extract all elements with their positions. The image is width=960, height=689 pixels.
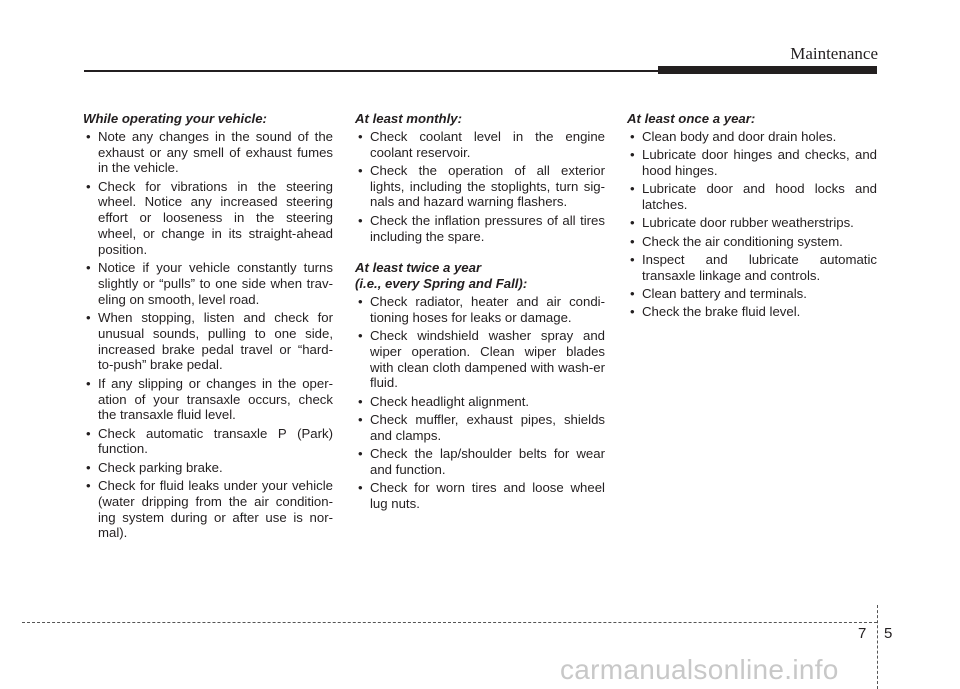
header-rule-thick xyxy=(658,66,877,74)
list-item: • Check for fluid leaks under your vehicle (water dripping from the air condition-ing system during or after use is nor-mal). xyxy=(86,478,333,541)
checklist-monthly xyxy=(355,129,605,245)
header-rule-thin xyxy=(84,70,658,72)
list-item: • Check the inflation pressures of all tires including the spare. xyxy=(358,212,605,244)
list-item: • Check parking brake. xyxy=(86,459,223,475)
list-item: • Check for vibrations in the steering wheel. Notice any increased steering effort or looseness in the steering wheel, or change in its straight-ahead position. xyxy=(86,178,333,257)
list-item: • Check windshield washer spray and wiper operation. Clean wiper blades with clean cloth dampened with wash-er fluid. xyxy=(358,328,605,391)
section-heading-yearly: At least once a year: xyxy=(627,111,756,126)
list-item: • Clean battery and terminals. xyxy=(630,285,807,301)
footer-dashed-divider xyxy=(877,605,878,689)
list-item: • If any slipping or changes in the oper-ation of your transaxle occurs, check the transaxle fluid level. xyxy=(86,375,333,423)
checklist-operating xyxy=(83,129,333,541)
watermark-text: carmanualsonline.info xyxy=(560,654,839,685)
footer-dashed-rule xyxy=(22,622,877,623)
list-item: • Check the brake fluid level. xyxy=(630,304,801,320)
list-item: • Check the lap/shoulder belts for wear and function. xyxy=(358,446,605,477)
chapter-number: 7 xyxy=(858,625,867,642)
heading-line-1: At least twice a year xyxy=(355,260,482,276)
list-item: • Clean body and door drain holes. xyxy=(630,128,837,144)
list-item: • Check radiator, heater and air condi-tioning hoses for leaks or damage. xyxy=(358,293,605,325)
list-item: • Check for worn tires and loose wheel lug nuts. xyxy=(358,480,605,512)
list-item: • Lubricate door hinges and checks, and hood hinges. xyxy=(630,147,877,178)
list-item: • Check coolant level in the engine coolant reservoir. xyxy=(358,128,605,160)
list-item: • Check the air conditioning system. xyxy=(630,233,843,249)
checklist-twice-yearly xyxy=(355,294,605,512)
section-heading-operating: While operating your vehicle: xyxy=(83,111,267,126)
list-item: • Check automatic transaxle P (Park) function. xyxy=(86,425,333,457)
column-3 xyxy=(627,111,877,323)
page-number: 5 xyxy=(884,625,893,642)
page-header-title: Maintenance xyxy=(790,44,878,63)
heading-line-2: (i.e., every Spring and Fall): xyxy=(355,276,528,292)
list-item: • When stopping, listen and check for unusual sounds, pulling to one side, increased brake pedal travel or “hard-to-push” brake pedal. xyxy=(86,310,333,373)
column-2 xyxy=(355,111,605,514)
list-item: • Inspect and lubricate automatic transaxle linkage and controls. xyxy=(630,251,877,283)
list-item: • Check the operation of all exterior lights, including the stoplights, turn sig-nals and hazard warning flashers. xyxy=(358,162,605,210)
list-item: • Notice if your vehicle constantly turns slightly or “pulls” to one side when trav-eling on smooth, level road. xyxy=(86,260,333,307)
list-item: • Lubricate door rubber weatherstrips. xyxy=(630,215,854,231)
column-1 xyxy=(83,111,333,544)
checklist-yearly xyxy=(627,129,877,320)
list-item: • Check headlight alignment. xyxy=(358,393,530,409)
section-heading-twice-yearly xyxy=(355,260,605,292)
section-heading-monthly: At least monthly: xyxy=(355,111,462,126)
list-item: • Note any changes in the sound of the exhaust or any smell of exhaust fumes in the vehicle. xyxy=(86,128,333,176)
list-item: • Lubricate door and hood locks and latches. xyxy=(630,181,877,212)
list-item: • Check muffler, exhaust pipes, shields and clamps. xyxy=(358,412,605,443)
